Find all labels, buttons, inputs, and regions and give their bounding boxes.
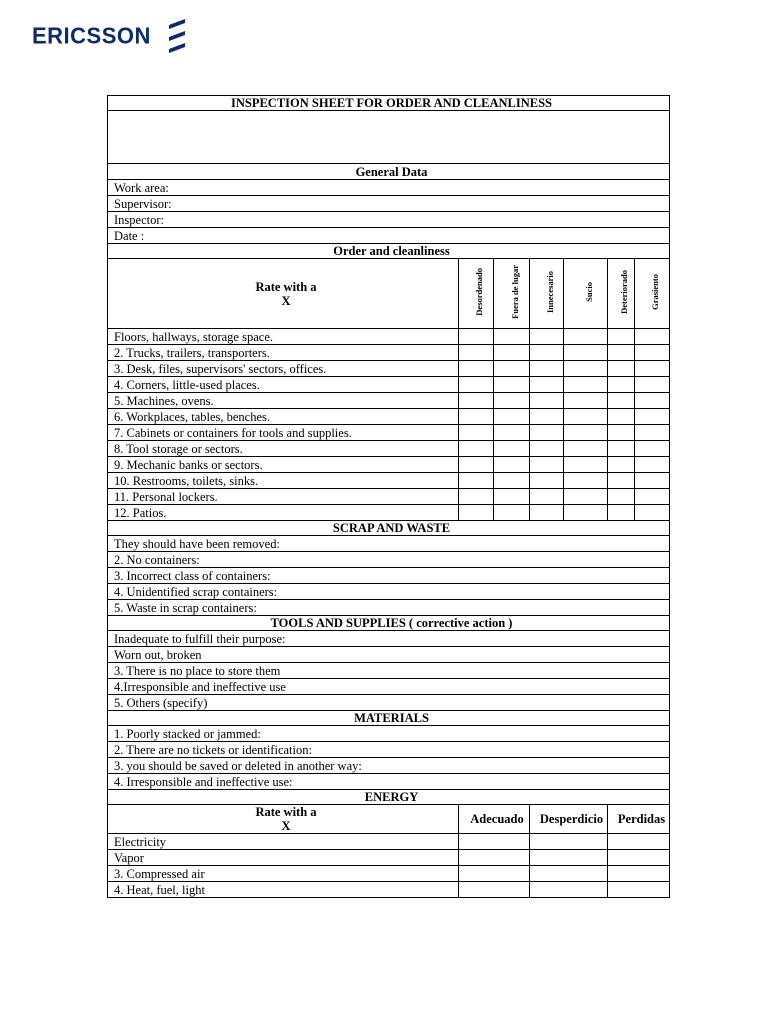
- rating-cell[interactable]: [459, 866, 530, 882]
- rating-cell[interactable]: [459, 457, 494, 473]
- rating-cell[interactable]: [494, 393, 530, 409]
- rating-cell[interactable]: [494, 473, 530, 489]
- rate-label: [108, 805, 459, 834]
- section-row: They should have been removed:: [108, 536, 670, 552]
- rating-cell[interactable]: [530, 489, 564, 505]
- rating-cell[interactable]: [608, 361, 635, 377]
- general-field: Inspector:: [108, 212, 670, 228]
- section-row: Inadequate to fulfill their purpose:: [108, 631, 670, 647]
- rating-cell[interactable]: [635, 457, 670, 473]
- rating-cell[interactable]: [608, 457, 635, 473]
- rating-cell[interactable]: [494, 505, 530, 521]
- rating-cell[interactable]: [530, 393, 564, 409]
- sheet-title: INSPECTION SHEET FOR ORDER AND CLEANLINESS: [108, 96, 670, 111]
- rate-label-line: Rate with a: [255, 805, 317, 819]
- section-row: 1. Poorly stacked or jammed:: [108, 726, 670, 742]
- rating-cell[interactable]: [459, 425, 494, 441]
- column-header: [530, 259, 564, 329]
- rating-cell[interactable]: [459, 329, 494, 345]
- rating-cell[interactable]: [608, 850, 670, 866]
- section-title-tools: TOOLS AND SUPPLIES ( corrective action ): [108, 616, 670, 631]
- rating-cell[interactable]: [608, 473, 635, 489]
- column-header-label: Deteriorado: [619, 270, 629, 314]
- column-header-label: Sucio: [583, 282, 594, 302]
- rating-cell[interactable]: [635, 489, 670, 505]
- checklist-row-label: 6. Workplaces, tables, benches.: [108, 409, 459, 425]
- section-row: 3. There is no place to store them: [108, 663, 670, 679]
- rating-cell[interactable]: [530, 834, 608, 850]
- checklist-row-label: 11. Personal lockers.: [108, 489, 459, 505]
- column-header: [608, 259, 635, 329]
- rating-cell[interactable]: [494, 345, 530, 361]
- rating-cell[interactable]: [530, 409, 564, 425]
- rating-cell[interactable]: [494, 441, 530, 457]
- rating-cell[interactable]: [530, 882, 608, 898]
- rating-cell[interactable]: [564, 393, 608, 409]
- energy-row-label: Electricity: [108, 834, 459, 850]
- checklist-row-label: 8. Tool storage or sectors.: [108, 441, 459, 457]
- rating-cell[interactable]: [494, 489, 530, 505]
- ericsson-logo: [32, 18, 189, 54]
- rating-cell[interactable]: [459, 409, 494, 425]
- rating-cell[interactable]: [459, 473, 494, 489]
- rating-cell[interactable]: [530, 457, 564, 473]
- rating-cell[interactable]: [635, 409, 670, 425]
- rating-cell[interactable]: [635, 425, 670, 441]
- rating-cell[interactable]: [608, 489, 635, 505]
- rating-cell[interactable]: [459, 393, 494, 409]
- column-header: [494, 259, 530, 329]
- energy-row-label: 4. Heat, fuel, light: [108, 882, 459, 898]
- rating-cell[interactable]: [564, 441, 608, 457]
- checklist-row-label: 2. Trucks, trailers, transporters.: [108, 345, 459, 361]
- section-row: Worn out, broken: [108, 647, 670, 663]
- section-title-energy: ENERGY: [108, 790, 670, 805]
- column-header-label: Grasiento: [650, 274, 660, 310]
- rating-cell[interactable]: [530, 329, 564, 345]
- rating-cell[interactable]: [635, 441, 670, 457]
- rating-cell[interactable]: [564, 505, 608, 521]
- rating-cell[interactable]: [564, 409, 608, 425]
- section-row: 2. There are no tickets or identification:: [108, 742, 670, 758]
- rating-cell[interactable]: [459, 850, 530, 866]
- rating-cell[interactable]: [530, 441, 564, 457]
- column-header: [459, 259, 494, 329]
- rating-cell[interactable]: [635, 377, 670, 393]
- checklist-row-label: 9. Mechanic banks or sectors.: [108, 457, 459, 473]
- rating-cell[interactable]: [459, 882, 530, 898]
- rating-cell[interactable]: [530, 425, 564, 441]
- section-title-materials: MATERIALS: [108, 711, 670, 726]
- rating-cell[interactable]: [494, 425, 530, 441]
- rating-cell[interactable]: [635, 473, 670, 489]
- inspection-sheet-table: [107, 95, 670, 898]
- rating-cell[interactable]: [494, 361, 530, 377]
- rating-cell[interactable]: [494, 377, 530, 393]
- section-row: 4.Irresponsible and ineffective use: [108, 679, 670, 695]
- rating-cell[interactable]: [635, 505, 670, 521]
- general-field: Work area:: [108, 180, 670, 196]
- rating-cell[interactable]: [608, 882, 670, 898]
- rating-cell[interactable]: [608, 425, 635, 441]
- rating-cell[interactable]: [608, 377, 635, 393]
- rating-cell[interactable]: [564, 489, 608, 505]
- ericsson-stripes-icon: [165, 19, 189, 53]
- column-header-label: Fuera de lugar: [509, 265, 520, 319]
- energy-column-header: Desperdicio: [530, 805, 608, 834]
- rating-cell[interactable]: [530, 361, 564, 377]
- section-title-scrap: SCRAP AND WASTE: [108, 521, 670, 536]
- column-header: [564, 259, 608, 329]
- section-row: 2. No containers:: [108, 552, 670, 568]
- energy-row-label: 3. Compressed air: [108, 866, 459, 882]
- rating-cell[interactable]: [608, 329, 635, 345]
- rating-cell[interactable]: [564, 361, 608, 377]
- column-header-label: Innecesario: [544, 270, 555, 314]
- checklist-row-label: 3. Desk, files, supervisors' sectors, offices.: [108, 361, 459, 377]
- blank-header-area: [108, 111, 670, 164]
- section-row: 4. Unidentified scrap containers:: [108, 584, 670, 600]
- rating-cell[interactable]: [459, 489, 494, 505]
- rating-cell[interactable]: [530, 850, 608, 866]
- general-field: Date :: [108, 228, 670, 244]
- rating-cell[interactable]: [608, 345, 635, 361]
- column-header: [635, 259, 670, 329]
- rating-cell[interactable]: [494, 457, 530, 473]
- rating-cell[interactable]: [564, 377, 608, 393]
- rating-cell[interactable]: [459, 834, 530, 850]
- rate-label-mark: X: [281, 293, 291, 308]
- rating-cell[interactable]: [459, 361, 494, 377]
- rating-cell[interactable]: [608, 834, 670, 850]
- rate-label-mark: X: [281, 819, 291, 833]
- section-title-order: Order and cleanliness: [108, 244, 670, 259]
- rating-cell[interactable]: [530, 345, 564, 361]
- rating-cell[interactable]: [564, 345, 608, 361]
- checklist-row-label: 7. Cabinets or containers for tools and supplies.: [108, 425, 459, 441]
- section-row: 4. Irresponsible and ineffective use:: [108, 774, 670, 790]
- rating-cell[interactable]: [608, 409, 635, 425]
- rating-cell[interactable]: [608, 505, 635, 521]
- rating-cell[interactable]: [564, 473, 608, 489]
- section-row: 3. Incorrect class of containers:: [108, 568, 670, 584]
- section-row: 3. you should be saved or deleted in another way:: [108, 758, 670, 774]
- column-header-label: Desordenado: [474, 268, 484, 316]
- rating-cell[interactable]: [494, 329, 530, 345]
- energy-row-label: Vapor: [108, 850, 459, 866]
- section-row: 5. Waste in scrap containers:: [108, 600, 670, 616]
- checklist-row-label: Floors, hallways, storage space.: [108, 329, 459, 345]
- general-field: Supervisor:: [108, 196, 670, 212]
- energy-column-header: Adecuado: [459, 805, 530, 834]
- checklist-row-label: 10. Restrooms, toilets, sinks.: [108, 473, 459, 489]
- general-data-title: General Data: [108, 164, 670, 180]
- rating-cell[interactable]: [635, 361, 670, 377]
- rating-cell[interactable]: [608, 393, 635, 409]
- rating-cell[interactable]: [530, 866, 608, 882]
- checklist-row-label: 12. Patios.: [108, 505, 459, 521]
- rating-cell[interactable]: [459, 377, 494, 393]
- rating-cell[interactable]: [635, 329, 670, 345]
- rating-cell[interactable]: [635, 345, 670, 361]
- energy-column-header: Perdidas: [608, 805, 670, 834]
- logo-text: ERICSSON: [32, 22, 151, 49]
- rating-cell[interactable]: [530, 377, 564, 393]
- rating-cell[interactable]: [459, 345, 494, 361]
- rate-label-line: Rate with a: [255, 279, 317, 294]
- rating-cell[interactable]: [530, 505, 564, 521]
- checklist-row-label: 4. Corners, little-used places.: [108, 377, 459, 393]
- rating-cell[interactable]: [635, 393, 670, 409]
- rating-cell[interactable]: [494, 409, 530, 425]
- rating-cell[interactable]: [564, 457, 608, 473]
- checklist-row-label: 5. Machines, ovens.: [108, 393, 459, 409]
- rating-cell[interactable]: [564, 425, 608, 441]
- section-row: 5. Others (specify): [108, 695, 670, 711]
- rating-cell[interactable]: [530, 473, 564, 489]
- rating-cell[interactable]: [459, 441, 494, 457]
- rating-cell[interactable]: [608, 866, 670, 882]
- rating-cell[interactable]: [608, 441, 635, 457]
- rating-cell[interactable]: [564, 329, 608, 345]
- rate-label: [108, 259, 459, 329]
- rating-cell[interactable]: [459, 505, 494, 521]
